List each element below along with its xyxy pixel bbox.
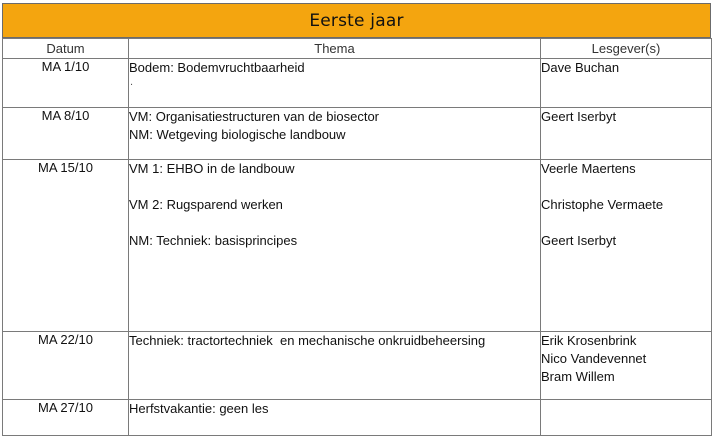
- row-theme: [129, 108, 541, 160]
- year-title: Eerste jaar: [309, 10, 404, 31]
- theme-mark: .: [130, 76, 134, 88]
- theme-line: NM: Wetgeving biologische landbouw: [129, 127, 346, 142]
- theme-line: VM 2: Rugsparend werken: [129, 197, 283, 212]
- theme-line: VM 1: EHBO in de landbouw: [129, 161, 295, 176]
- row-date: MA 22/10: [3, 332, 129, 400]
- table-row: [3, 400, 712, 436]
- row-date: MA 8/10: [3, 108, 129, 160]
- row-teacher: [541, 332, 712, 400]
- theme-line: Techniek: tractortechniek en mechanische onkruidbeheersing: [129, 333, 486, 348]
- teacher-line: Veerle Maertens: [541, 161, 636, 176]
- year-banner: [2, 3, 711, 38]
- teacher-line: Christophe Vermaete: [541, 197, 664, 212]
- row-theme: [129, 332, 541, 400]
- teacher-line: Erik Krosenbrink: [541, 333, 637, 348]
- row-date: MA 27/10: [3, 400, 129, 436]
- column-header-teacher: Lesgever(s): [541, 39, 712, 59]
- row-date: MA 15/10: [3, 160, 129, 332]
- row-theme: [129, 59, 541, 108]
- table-row: [3, 59, 712, 108]
- table-row: [3, 108, 712, 160]
- column-header-date: Datum: [3, 39, 129, 59]
- row-teacher: [541, 108, 712, 160]
- teacher-line: Bram Willem: [541, 369, 615, 384]
- row-theme: [129, 400, 541, 436]
- table-row: [3, 332, 712, 400]
- teacher-line: Geert Iserbyt: [541, 109, 617, 124]
- teacher-line: Geert Iserbyt: [541, 233, 617, 248]
- theme-line: Herfstvakantie: geen les: [129, 401, 269, 416]
- row-theme: [129, 160, 541, 332]
- column-header-theme: Thema: [129, 39, 541, 59]
- teacher-line: Nico Vandevennet: [541, 351, 647, 366]
- teacher-line: Dave Buchan: [541, 60, 620, 75]
- row-teacher: [541, 160, 712, 332]
- theme-line: NM: Techniek: basisprincipes: [129, 233, 298, 248]
- table-row: [3, 160, 712, 332]
- row-teacher: [541, 59, 712, 108]
- theme-line: Bodem: Bodemvruchtbaarheid: [129, 60, 305, 75]
- row-teacher: [541, 400, 712, 436]
- row-date: MA 1/10: [3, 59, 129, 108]
- theme-line: VM: Organisatiestructuren van de biosector: [129, 109, 380, 124]
- schedule-table: [2, 38, 712, 436]
- header-row: [3, 39, 712, 59]
